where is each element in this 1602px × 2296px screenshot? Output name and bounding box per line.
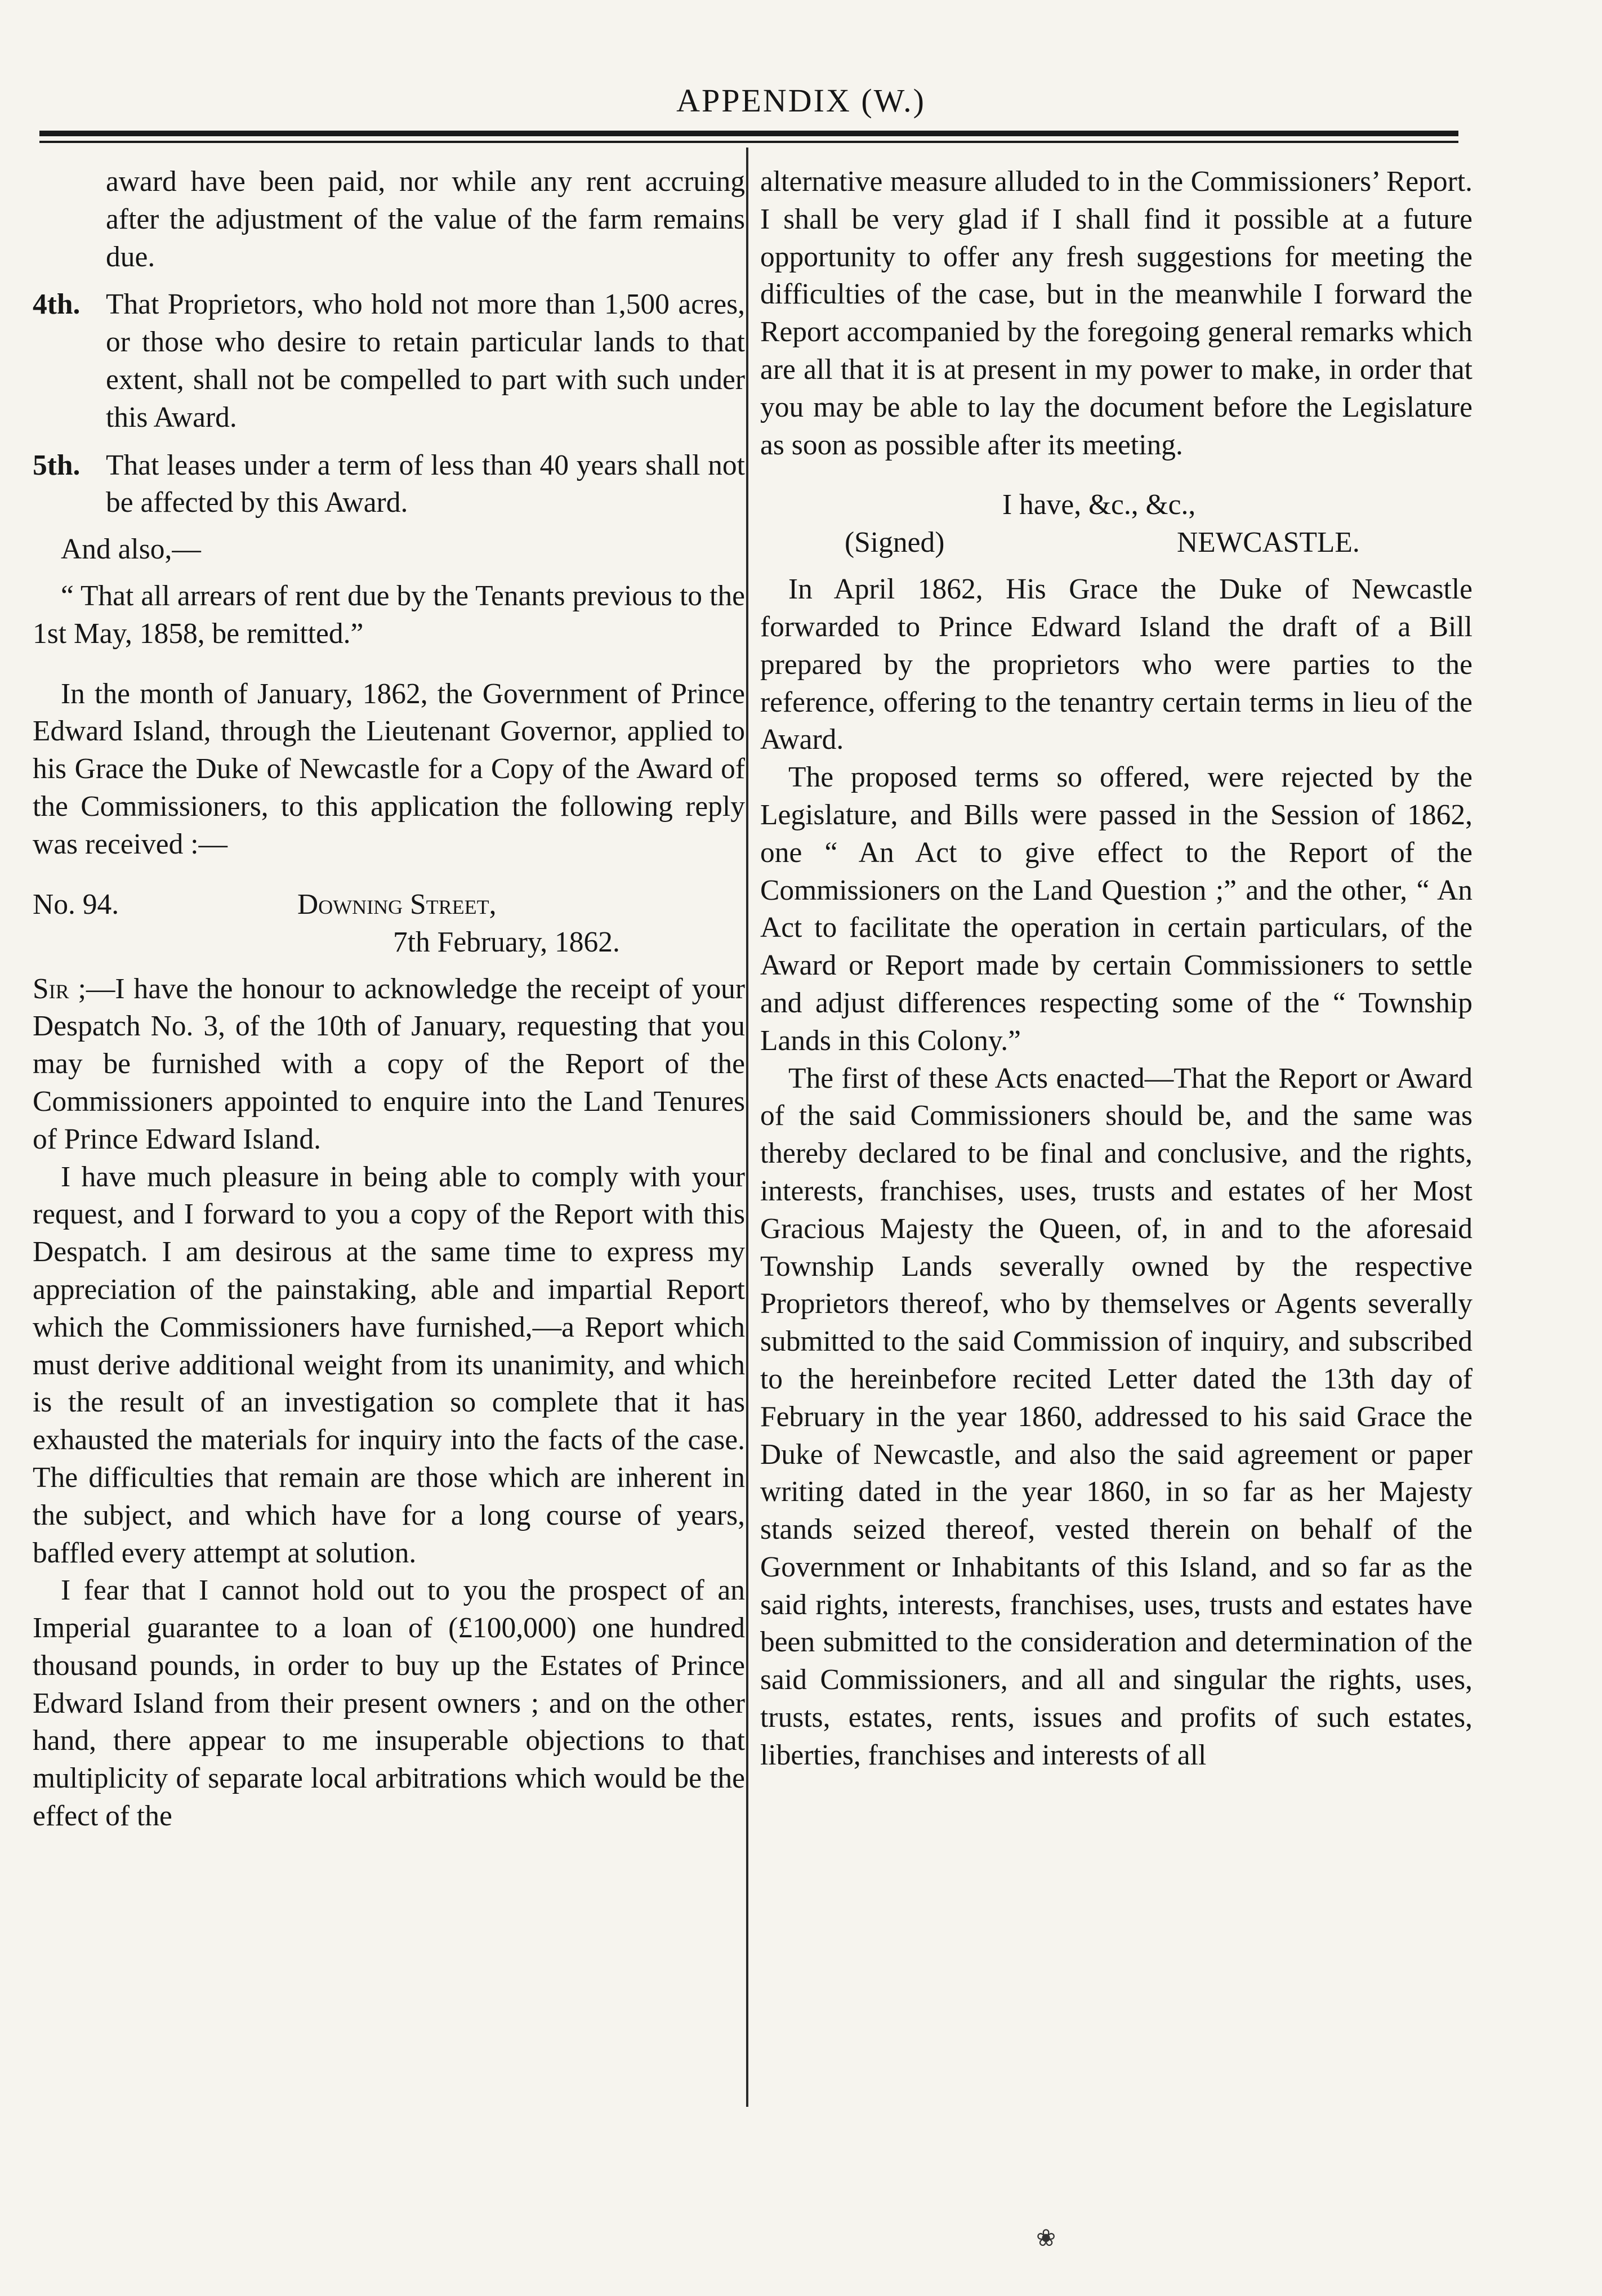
column-divider [746, 148, 748, 2107]
paragraph-pleasure: I have much pleasure in being able to comply with your request, and I forward to you a copy of the Report with this Despatch. I am desirous at the same time to express my appreciation of the painstaking, able and impartial Report which the Commissioners have furnished,—a Report which must derive additional weight from its unanimity, and which is the result of an investigation so complete that it has exhausted the materials for inquiry into the facts of the case. The difficulties that remain are those which are inherent in the subject, and which have for a long course of years, baffled every attempt at solution. [33, 1160, 745, 1569]
paragraph-rejected: The proposed terms so offered, were rejected by the Legislature, and Bills were passed in the Session of 1862, one “ An Act to give effect to the Report of the Commissioners on the Land Question ;” and the other, “ An Act to facilitate the operation in certain particulars, of the Award or Report made by certain Commissioners to settle and adjust differences respecting some of the “ Township Lands in this Colony.” [760, 761, 1472, 1057]
paragraph-april: In April 1862, His Grace the Duke of Newcastle forwarded to Prince Edward Island the draft of a Bill prepared by the proprietors who were parties to the reference, offering to the tenantry certain terms in lieu of the Award. [760, 573, 1472, 756]
page-header: APPENDIX (W.) [676, 82, 926, 119]
header-rule-thin [39, 141, 1458, 143]
item-text: That Proprietors, who hold not more than 1,500 acres, or those who desire to retain particular lands to that extent, shall not be compelled to part with such under this Award. [106, 288, 745, 434]
letter-place: Downing Street, [297, 888, 497, 921]
arrears-quote: “ That all arrears of rent due by the Tenants previous to the 1st May, 1858, be remitted.” [33, 579, 745, 650]
award-item-5 [33, 447, 745, 522]
paragraph-fear: I fear that I cannot hold out to you the prospect of an Imperial guarantee to a loan of (£100,000) one hundred thousand pounds, in order to buy up the Estates of Prince Edward Island from their present owners ; and on the other hand, there appear to me insuperable objections to that multiplicity of separate local arbitrations which would be the effect of the [33, 1574, 745, 1833]
right-column [760, 163, 1472, 1775]
letter-heading [33, 886, 745, 962]
letter-date: 7th February, 1862. [393, 926, 620, 958]
letter-opening-text: —I have the honour to acknowledge the receipt of your Despatch No. 3, of the 10th of January, requesting that you may be furnished with a copy of the Report of the Commissioners appointed to enquire into the Land Tenures of Prince Edward Island. [33, 972, 746, 1155]
left-column [33, 163, 745, 1835]
award-item-4 [33, 286, 745, 436]
letter-number: No. 94. [33, 888, 119, 921]
continued-item-text: award have been paid, nor while any rent accruing after the adjustment of the value of the farm remains due. [106, 166, 745, 273]
letter-continued: alternative measure alluded to in the Commissioners’ Report. I shall be very glad if I shall find it possible at a future opportunity to offer any fresh suggestions for meeting the difficulties of the case, but in the meanwhile I forward the Report accompanied by the foregoing general remarks which are all that it is at present in my power to make, in order that you may be able to lay the document before the Legislature as soon as possible after its meeting. [760, 166, 1472, 461]
item-text: That leases under a term of less than 40 years shall not be affected by this Award. [106, 449, 745, 519]
signature-line [760, 524, 1472, 562]
item-number: 4th. [33, 288, 81, 321]
header-rule-thick [39, 131, 1458, 136]
and-also: And also,— [61, 533, 201, 566]
paragraph-january: In the month of January, 1862, the Government of Prince Edward Island, through the Lieutenant Governor, applied to his Grace the Duke of Newcastle for a Copy of the Award of the Commissioners, to this application the following reply was received :— [33, 677, 745, 860]
paragraph-first-act: The first of these Acts enacted—That the Report or Award of the said Commissioners should be, and the same was thereby declared to be final and conclusive, and the rights, interests, franchises, uses, trusts and estates of her Most Gracious Majesty the Queen, of, in and to the aforesaid Township Lands severally owned by the respective Proprietors thereof, who by themselves or Agents severally submitted to the said Commission of inquiry, and subscribed to the hereinbefore recited Letter dated the 13th day of February in the year 1860, addressed to his said Grace the Duke of Newcastle, and also the said agreement or paper writing dated in the year 1860, in so far as her Majesty stands seized thereof, vested therein on behalf of the Government or Inhabitants of this Island, and so far as the said rights, interests, franchises, uses, trusts and estates have been submitted to the consideration and determination of the said Commissioners, and all and singular the rights, uses, trusts, estates, rents, issues and profits of such estates, liberties, franchises and interests of all [760, 1062, 1472, 1771]
signed-label: (Signed) [845, 526, 945, 559]
ornament-mark: ❀ [1036, 2226, 1056, 2252]
letter-opening [33, 971, 745, 1159]
closing: I have, &c., &c., [1002, 489, 1196, 521]
signer-name: NEWCASTLE. [1177, 526, 1360, 559]
salutation: Sir ; [33, 972, 86, 1005]
item-number: 5th. [33, 449, 81, 481]
